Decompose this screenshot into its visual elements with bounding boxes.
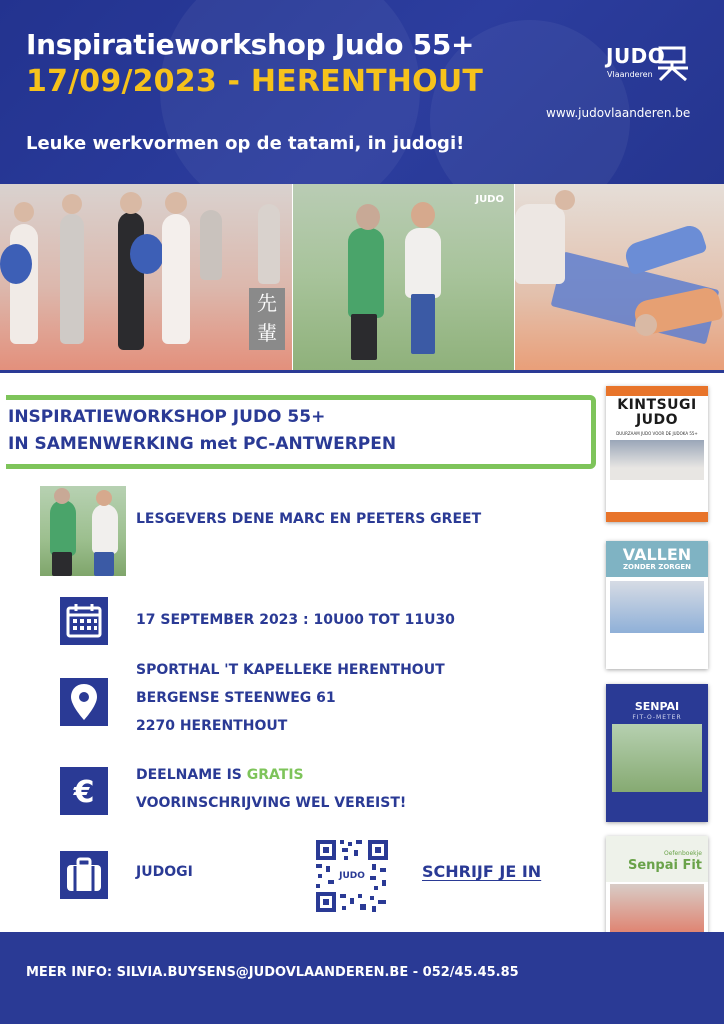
fee-prefix: DEELNAME IS: [136, 767, 247, 783]
location-icon-box: [60, 678, 108, 726]
book-subtitle: DUURZAAM JUDO VOOR DE JUDOKA 55+: [616, 431, 698, 436]
book-cover-photo: [610, 440, 704, 480]
euro-icon: [60, 767, 108, 815]
signup-link[interactable]: SCHRIJF JE IN: [422, 862, 542, 881]
senpai-kanji-sign: 先輩: [249, 288, 285, 350]
teachers-text: LESGEVERS DENE MARC EN PEETERS GREET: [136, 511, 482, 527]
footer-bar: [0, 932, 724, 1024]
date-time-text: 17 SEPTEMBER 2023 : 10U00 TOT 11U30: [136, 612, 455, 628]
book-vallen-zonder-zorgen[interactable]: [606, 541, 708, 669]
location-line-3: 2270 HERENTHOUT: [136, 718, 288, 734]
location-line-2: BERGENSE STEENWEG 61: [136, 690, 336, 706]
photo-strip: [0, 184, 724, 370]
logo-subtitle: Vlaanderen: [607, 70, 653, 79]
logo-word: JUDO: [606, 44, 666, 68]
book-title: Senpai Fit: [627, 858, 702, 873]
suitcase-icon: [60, 851, 108, 899]
event-title: Inspiratieworkshop Judo 55+: [26, 28, 475, 61]
book-senpai-fit-o-meter[interactable]: [606, 684, 708, 822]
calendar-icon: [60, 597, 108, 645]
banner-line-1: INSPIRATIEWORKSHOP JUDO 55+: [8, 407, 326, 427]
teachers-photo: [40, 486, 126, 576]
book-title: KINTSUGI JUDO: [617, 397, 697, 428]
book-cover-photo: [610, 884, 704, 936]
photo-watermark: JUDO: [475, 194, 504, 205]
book-title: VALLEN: [622, 545, 692, 564]
location-line-1: SPORTHAL 'T KAPELLEKE HERENTHOUT: [136, 662, 445, 678]
book-cover-photo: [612, 724, 702, 792]
event-date-location: 17/09/2023 - HERENTHOUT: [26, 64, 484, 99]
svg-text:€: €: [73, 775, 95, 810]
photo-mat-exercise: [515, 184, 724, 370]
banner-line-2: IN SAMENWERKING met PC-ANTWERPEN: [8, 434, 397, 454]
header-banner: [0, 0, 724, 184]
event-tagline: Leuke werkvormen op de tatami, in judogi!: [26, 133, 465, 154]
qr-code[interactable]: [314, 838, 390, 914]
euro-icon-box: [60, 767, 108, 815]
photo-group-exercise: [0, 184, 292, 370]
website-link[interactable]: www.judovlaanderen.be: [546, 106, 691, 120]
qr-logo-text: JUDO: [339, 871, 365, 881]
contact-info[interactable]: MEER INFO: SILVIA.BUYSENS@JUDOVLAANDEREN.BE - 052/45.45.85: [26, 965, 519, 980]
book-cover-photo: [610, 581, 704, 633]
photo-partner-exercise: [293, 184, 514, 370]
book-kintsugi-judo[interactable]: [606, 386, 708, 522]
book-title: SENPAI: [634, 700, 680, 713]
calendar-icon-box: [60, 597, 108, 645]
section-divider: [0, 370, 724, 373]
judo-kanji-logo-icon: [656, 46, 690, 82]
bring-judogi-text: JUDOGI: [136, 864, 193, 880]
book-subtitle: FIT-O-METER: [632, 714, 682, 721]
bag-icon-box: [60, 851, 108, 899]
judo-vlaanderen-logo[interactable]: [606, 44, 692, 84]
book-subtitle: ZONDER ZORGEN: [622, 563, 692, 571]
registration-required-text: VOORINSCHRIJVING WEL VEREIST!: [136, 795, 407, 811]
location-pin-icon: [60, 678, 108, 726]
fee-text: [136, 767, 304, 783]
fee-highlight: GRATIS: [246, 767, 304, 783]
book-supertitle: Oefenboekje: [663, 850, 702, 857]
